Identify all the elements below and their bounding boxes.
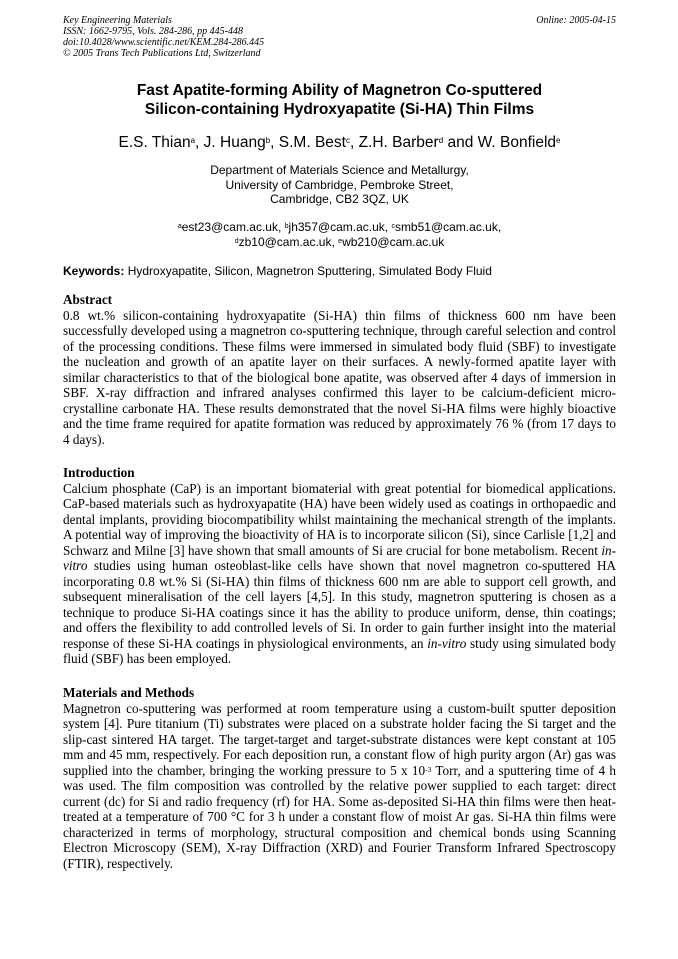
author-mark: b — [265, 136, 271, 145]
text-run: Calcium phosphate (CaP) is an important biomaterial with great potential for biomedical applications. CaP-based materials such as hydroxyapatite (HA) have been widely used as coatings in orthopaedic and dental implants, providing biocompatibility whilst maintaining the mechanical strength of the implants. A potential way of improving the bioactivity of HA is to incorporate silicon (Si), since Carlisle [1,2] and Schwarz and Milne [3] have shown that small amounts of Si are crucial for bone metabolism. Recent — [63, 480, 616, 558]
text-run: Magnetron co-sputtering was performed at room temperature using a custom-built sputter deposition system [4]. Pure titanium (Ti) substrates were placed on a substrate holder facing the Si target and the slip-cast sintered HA target. The target-target and target-substrate distances were kept constant at 105 mm and 45 mm, respectively. For each deposition run, a constant flow of high purity argon (Ar) gas was supplied into the chamber, bringing the working pressure to 5 x 10 — [63, 700, 616, 778]
abstract-text: 0.8 wt.% silicon-containing hydroxyapatite (Si-HA) thin films of thickness 600 nm have been successfully developed using a magnetron co-sputtering technique, through careful selection and control of the processing conditions. These films were immersed in simulated body fluid (SBF) to investigate the nucleation and growth of an apatite layer on their surfaces. A newly-formed apatite layer with similar characteristics to that of the biological bone apatite, was observed after 4 days of immersion in SBF. X-ray diffraction and infrared analyses confirmed this layer to be calcium-deficient micro-crystalline carbonate HA. These results demonstrated that the novel Si-HA films were highly bioactive and the time frame required for apatite formation was reduced by approximately 76 % (from 17 days to 4 days). — [63, 307, 616, 447]
doi-line: doi:10.4028/www.scientific.net/KEM.284-286.445 — [63, 37, 265, 48]
email-mark: d — [234, 238, 239, 245]
author-separator: and — [443, 134, 478, 151]
author-separator: , — [270, 134, 279, 151]
author — [118, 134, 203, 151]
methods-heading: Materials and Methods — [63, 685, 195, 700]
email-row — [63, 235, 616, 250]
journal-name: Key Engineering Materials — [63, 15, 172, 26]
author — [478, 134, 561, 151]
methods-text — [63, 701, 616, 872]
author-name: S.M. Best — [278, 134, 346, 151]
title-line: Fast Apatite-forming Ability of Magnetron Co-sputtered — [136, 82, 543, 99]
email-mark: e — [338, 238, 343, 245]
author — [204, 134, 279, 151]
author-mark: c — [345, 136, 350, 145]
email-list — [63, 220, 616, 250]
email-address: jh357@cam.ac.uk, — [288, 220, 392, 234]
methods-section — [63, 685, 616, 871]
introduction-section — [63, 465, 616, 667]
issn-line: ISSN: 1662-9795, Vols. 284-286, pp 445-448 — [63, 26, 243, 37]
keywords — [63, 264, 616, 279]
email-address: est23@cam.ac.uk, — [181, 220, 285, 234]
text-run: study using simulated body fluid (SBF) has been employed. — [63, 635, 616, 666]
author-mark: e — [556, 136, 561, 145]
email-address: smb51@cam.ac.uk, — [394, 220, 502, 234]
exponent: -3 — [425, 764, 432, 774]
text-run: studies using human osteoblast-like cells have shown that novel magnetron co-sputtered HA incorporating 0.8 wt.% Si (Si-HA) thin films of thickness 600 nm are able to support cell growth, and subsequent mineralisation of the cell layers [4,5]. In this study, magnetron sputtering is chosen as a technique to produce Si-HA coatings since it has the ability to produce uniform, dense, thin coatings; and offers the flexibility to add controlled levels of Si. In order to gain further insight into the material response of these Si-HA coatings in physiological environments, an — [63, 558, 616, 651]
author — [359, 134, 478, 151]
keywords-label: Keywords: — [63, 264, 125, 278]
title-line: Silicon-containing Hydroxyapatite (Si-HA) Thin Films — [144, 101, 535, 118]
author-mark: d — [438, 136, 444, 145]
italic-term: in-vitro — [63, 542, 616, 573]
online-date: Online: 2005-04-15 — [536, 15, 616, 26]
email-row — [63, 220, 616, 235]
affiliation-line: Cambridge, CB2 3QZ, UK — [270, 192, 409, 206]
abstract-section — [63, 292, 616, 447]
author-list — [63, 133, 616, 153]
copyright-line: © 2005 Trans Tech Publications Ltd, Switzerland — [63, 48, 261, 59]
paper-title — [63, 81, 616, 119]
email-mark: c — [391, 223, 395, 230]
author-name: W. Bonfield — [477, 134, 557, 151]
journal-header — [63, 15, 616, 59]
italic-term: in-vitro — [427, 635, 467, 651]
author-name: E.S. Thian — [118, 134, 191, 151]
email-address: zb10@cam.ac.uk, — [238, 235, 339, 249]
text-run: Torr, and a sputtering time of 4 h was used. The film composition was controlled by the relative power supplied to each target: direct current (dc) for Si and radio frequency (rf) for HA. Some as-deposited Si-HA thin films were then heat-treated at a temperature of 700 °C for 3 h under a constant flow of moist Ar gas. Si-HA thin films were characterized in terms of morphology, structural composition and chemical bonds using Scanning Electron Microscopy (SEM), X-ray Diffraction (XRD) and Fourier Transform Infrared Spectroscopy (FTIR), respectively. — [63, 762, 616, 871]
affiliation — [63, 163, 616, 207]
introduction-text — [63, 481, 616, 667]
affiliation-line: University of Cambridge, Pembroke Street, — [225, 177, 454, 192]
author-name: J. Huang — [203, 134, 266, 151]
email-mark: b — [284, 223, 289, 230]
author-separator: , — [349, 134, 359, 151]
keywords-text: Hydroxyapatite, Silicon, Magnetron Sputtering, Simulated Body Fluid — [124, 264, 492, 278]
introduction-heading: Introduction — [63, 465, 135, 480]
email-address: wb210@cam.ac.uk — [342, 235, 445, 249]
author-mark: a — [190, 136, 196, 145]
author-separator: , — [195, 134, 204, 151]
abstract-heading: Abstract — [63, 292, 113, 307]
author-name: Z.H. Barber — [358, 134, 439, 151]
affiliation-line: Department of Materials Science and Metallurgy, — [210, 163, 469, 177]
author — [279, 134, 359, 151]
email-mark: a — [177, 223, 182, 230]
